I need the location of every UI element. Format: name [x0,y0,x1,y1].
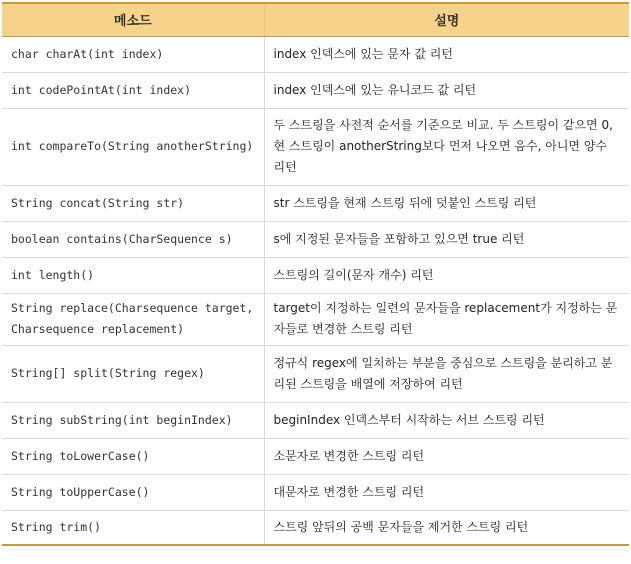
method-cell: char charAt(int index) [2,36,264,72]
method-cell: boolean contains(CharSequence s) [2,221,264,257]
table-row [2,438,629,474]
description-cell: index 인덱스에 있는 유니코드 값 리턴 [264,72,629,108]
table-row [2,402,629,438]
description-cell: 소문자로 변경한 스트링 리턴 [264,438,629,474]
method-cell: String toLowerCase() [2,438,264,474]
table-row [2,510,629,545]
description-cell: str 스트링을 현재 스트링 뒤에 덧붙인 스트링 리턴 [264,185,629,221]
method-cell: int codePointAt(int index) [2,72,264,108]
method-cell: String toUpperCase() [2,474,264,510]
table-row [2,257,629,293]
table-row [2,474,629,510]
description-cell: 정규식 regex에 일치하는 부분을 중심으로 스트링을 분리하고 분리된 스트링을 배열에 저장하여 리턴 [264,345,629,402]
description-cell: s에 지정된 문자들을 포함하고 있으면 true 리턴 [264,221,629,257]
method-cell: int compareTo(String anotherString) [2,108,264,185]
table-row [2,185,629,221]
method-cell: String trim() [2,510,264,545]
method-cell: int length() [2,257,264,293]
table-row [2,108,629,185]
method-cell: String subString(int beginIndex) [2,402,264,438]
method-cell: String concat(String str) [2,185,264,221]
header-row [2,3,629,36]
description-cell: beginIndex 인덱스부터 시작하는 서브 스트링 리턴 [264,402,629,438]
header-description: 설명 [264,3,629,36]
description-cell: target이 지정하는 일련의 문자들을 replacement가 지정하는 문자들로 변경한 스트링 리턴 [264,293,629,345]
method-cell: String replace(Charsequence target, Charsequence replacement) [2,293,264,345]
table-body [2,36,629,545]
description-cell: 대문자로 변경한 스트링 리턴 [264,474,629,510]
method-cell: String[] split(String regex) [2,345,264,402]
table-header [2,3,629,36]
string-methods-table-container [2,2,629,546]
description-cell: index 인덱스에 있는 문자 값 리턴 [264,36,629,72]
header-method: 메소드 [2,3,264,36]
description-cell: 두 스트링을 사전적 순서를 기준으로 비교. 두 스트링이 같으면 0, 현 스트링이 anotherString보다 먼저 나오면 음수, 아니면 양수 리턴 [264,108,629,185]
string-methods-table [2,2,629,546]
table-row [2,221,629,257]
table-row [2,72,629,108]
description-cell: 스트링의 길이(문자 개수) 리턴 [264,257,629,293]
table-row [2,345,629,402]
table-row [2,36,629,72]
description-cell: 스트링 앞뒤의 공백 문자들을 제거한 스트링 리턴 [264,510,629,545]
table-row [2,293,629,345]
